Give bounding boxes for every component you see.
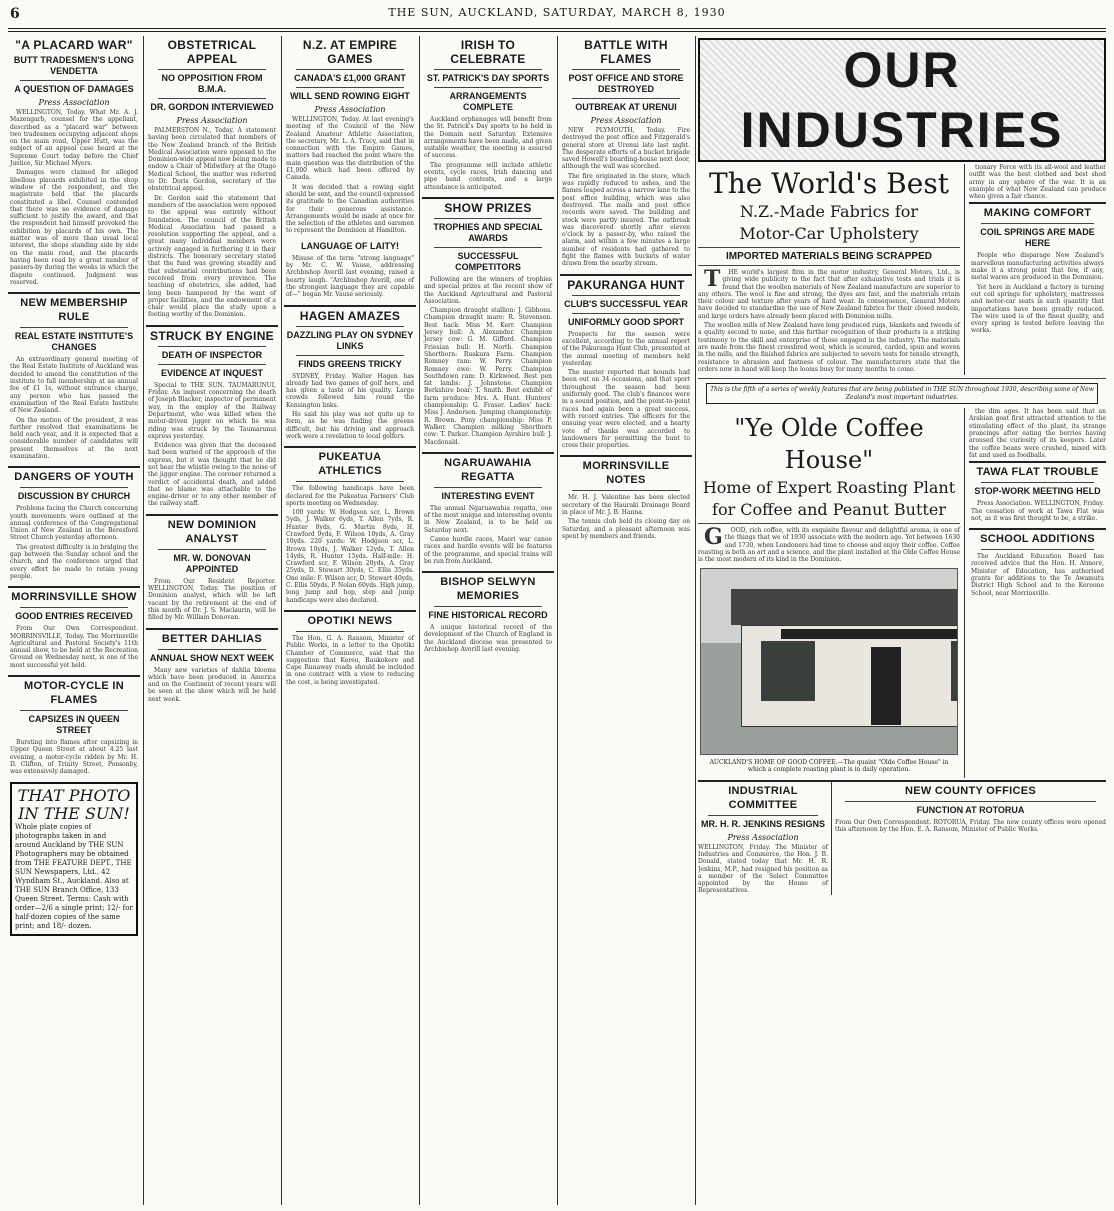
- subhead: FINDS GREENS TRICKY: [298, 358, 402, 369]
- column-5: [560, 36, 692, 1205]
- subhead: WILL SEND ROWING EIGHT: [290, 91, 410, 101]
- subhead: DEATH OF INSPECTOR: [161, 349, 263, 360]
- subhead: CANADA'S £1,000 GRANT: [294, 73, 406, 83]
- headline: NEW COUNTY OFFICES: [904, 784, 1037, 797]
- subhead: ANNUAL SHOW NEXT WEEK: [149, 652, 275, 663]
- feature-kicker: IMPORTED MATERIALS BEING SCRAPPED: [726, 251, 932, 262]
- subhead: FINE HISTORICAL RECORD: [428, 610, 548, 621]
- headline: DANGERS OF YOUTH: [14, 471, 134, 484]
- subhead: A QUESTION OF DAMAGES: [14, 84, 134, 94]
- headline: OPOTIKI NEWS: [307, 614, 393, 627]
- article-dangers-youth: [10, 470, 138, 580]
- article-obstetrical-appeal: [148, 38, 276, 319]
- headline: SHOW PRIZES: [444, 200, 532, 215]
- article-body: The annual Ngaruawahia regatta, one of the most unique and interesting events in New Zealand, is to be held on Saturday next. Canoe hurdle races, Maori war canoe races and hurdle events will be features of the programme, and special trains will be run from Auckland.: [424, 504, 552, 565]
- coffee-subhead: Home of Expert Roasting Plant: [702, 478, 956, 498]
- article-membership-rule: [10, 296, 138, 460]
- article-body: Auckland orphanages will benefit from the St. Patrick's Day sports to be held in the Domain next Saturday. Extensive arrangements have been made, and given suitable weather, the meeting is assured of success. The programme will include athletic events, cycle races, Irish dancing and pipe band contests, and a large attendance is anticipated.: [424, 116, 552, 191]
- page-number: 6: [10, 6, 20, 22]
- article-body: Misuse of the term "strong language" by Mr. C. W. Vause, addressing Archbishop Averill last evening, raised a hearty laugh. "Archbishop Averill, one of the strongest language they are capable of—" began Mr. Vause seriously.: [286, 254, 414, 299]
- subhead: BUTT TRADESMEN'S LONG VENDETTA: [13, 55, 135, 76]
- subhead: LANGUAGE OF LAITY!: [301, 240, 399, 251]
- article-body: Mr. H. J. Valentine has been elected secretary of the Hauraki Drainage Board in place of Mr. J. B. Hanna. The tennis club held its closing day on Saturday, and a pleasant afternoon was spent by members and friends.: [562, 494, 690, 540]
- headline: IRISH TO CELEBRATE: [450, 38, 526, 66]
- headline: MORRINSVILLE NOTES: [582, 460, 670, 487]
- article-body: A unique historical record of the development of the Church of England in the Auckland diocese was presented to Archbishop Averill last evening.: [424, 624, 552, 654]
- headline: MOTOR-CYCLE IN FLAMES: [24, 680, 124, 707]
- article-empire-games: [286, 38, 414, 235]
- article-body: Bursting into flames after capsizing in Upper Queen Street at about 4.25 last evening, a motor-cycle ridden by Mr. H. D. Clifton, of Trinity Street, Ponsonby, was extensively damaged.: [10, 739, 138, 776]
- article-struck-by-engine: [148, 329, 276, 508]
- article-body: Prospects for the season were excellent, according to the annual report of the Pakuranga Hunt Club, presented at the annual meeting of members held yesterday. The master reported that hounds had been out on 34 occasions, and that sport throughout the season had been uniformly good. The club's finances were in a sound position, and the point-to-point races had again been a great success, with record entries. The officers for the ensuing year were elected, and a hearty vote of thanks was accorded to landowners for permitting the hunt to cross their properties.: [562, 330, 690, 450]
- coffee-subhead-2: for Coffee and Peanut Butter: [712, 500, 946, 520]
- coffee-body: G OOD, rich coffee, with its exquisite flavour and delightful aroma, is one of the things that we of 1930 associate with the modern age. Yet between 1630 and 1730, when Londoners had time to choose and enjoy their coffee. Coffee roasting is both an art and a science, and the plant installed at the Olde Coffee House is the most modern of its kind in the Dominion.: [698, 524, 960, 564]
- headline: BATTLE WITH FLAMES: [584, 38, 668, 66]
- article-body: From Our Own Correspondent. MORRINSVILLE, Today. The Morrinsville Agricultural and Pastoral Society's 11th annual show, to be held at the Recreation Ground on Wednesday next, is one of the most successful yet held.: [10, 625, 138, 669]
- subhead: CLUB'S SUCCESSFUL YEAR: [564, 298, 688, 309]
- article-pukeatua: [286, 450, 414, 604]
- headline: TAWA FLAT TROUBLE: [976, 466, 1099, 479]
- headline: STRUCK BY ENGINE: [150, 328, 274, 343]
- article-better-dahlias: [148, 632, 276, 703]
- byline: Press Association: [38, 98, 110, 107]
- article-body: Press Association. WELLINGTON, Friday. The cessation of work at Tawa Flat was not, as it was first thought to be, a strike.: [971, 500, 1104, 522]
- photo-caption: AUCKLAND'S HOME OF GOOD COFFEE.—The quaint "Olde Coffee House" in which a complete roasting plant is in daily operation.: [709, 758, 949, 774]
- ad-title: THAT PHOTO IN THE SUN!: [17, 785, 131, 823]
- column-3: [284, 36, 416, 1205]
- newspaper-title: THE SUN, AUCKLAND, SATURDAY, MARCH 8, 1930: [388, 6, 726, 19]
- article-body: NEW PLYMOUTH, Today. Fire destroyed the post office and Fitzgerald's general store at Urenui late last night. The desperate efforts of a bucket brigade saved Howell's boarding-house next door, although the wall was scorched. The fire originated in the store, which was rapidly reduced to ashes, and the flames leaped across a narrow lane to the post office building, which was also destroyed. The mails and post office records were saved. The building and stock were partly insured. The outbreak was discovered shortly after eleven o'clock by a passer-by, who raised the alarm, and within a few minutes a large number of residents had gathered to fight the flames with buckets of water drawn from the nearby stream.: [562, 127, 690, 268]
- headline: PAKURANGA HUNT: [567, 277, 685, 292]
- subhead: DAZZLING PLAY ON SYDNEY LINKS: [286, 329, 414, 351]
- column-4: [422, 36, 554, 1205]
- subhead: UNIFORMLY GOOD SPORT: [567, 316, 684, 327]
- article-tawa-flat: [971, 465, 1104, 522]
- article-morrinsville-show: [10, 590, 138, 669]
- headline: NEW MEMBERSHIP RULE: [20, 297, 128, 324]
- byline: Press Association: [314, 105, 386, 114]
- ad-body: Whole plate copies of photographs taken in and around Auckland by THE SUN Photographers may be obtained from THE FEATURE DEPT., THE SUN Newspapers, Ltd., 42 Wyndham St., Auckland. Also at THE SUN Branch Office, 133 Queen Street. Terms: Cash with order—2/6 a single print; 12/- for half-dozen copies of the same print; and 18/- dozen.: [15, 822, 133, 930]
- byline: Press Association: [727, 832, 799, 842]
- headline: PUKEATUA ATHLETICS: [318, 451, 382, 478]
- article-body: The Auckland Education Board has received advice that the Hon. H. Atmore, Minister of Education, has authorised grants for additions to the Te Awamutu District High School and to the Kereone School, near Morrinsville.: [971, 553, 1104, 597]
- column-1: [8, 36, 140, 1205]
- subhead: CAPSIZES IN QUEEN STREET: [28, 714, 120, 736]
- article-body: WELLINGTON, Friday. The Minister of Industries and Commerce, the Hon. J. B. Donald, stated today that Mr. H. R. Jenkins, M.P., had resigned his position as a member of the Select Committee appointed by the House of Representatives.: [698, 843, 828, 895]
- coffee-body-right: the dim ages. It has been said that an Arabian goat first attracted attention to the stimulating effect of the plant, its strange prancings after eating the berries having aroused the curiosity of its keepers. Later the coffee beans were crushed, mixed with fat and used as foodballs.: [969, 408, 1106, 459]
- headline: N.Z. AT EMPIRE GAMES: [302, 38, 398, 66]
- subhead: GOOD ENTRIES RECEIVED: [15, 611, 133, 622]
- article-bishop-selwyn: [424, 575, 552, 653]
- byline: Press Association: [176, 116, 248, 125]
- subhead: FUNCTION AT ROTORUA: [916, 804, 1025, 815]
- headline: "A PLACARD WAR": [15, 38, 133, 52]
- article-body: PALMERSTON N., Today. A statement having been circulated that members of the New Zealand branch of the British Medical Association were opposed to the Dominion-wide appeal now being made to endow a Chair of Midwifery at the Otago Medical School, the matter was referred to Dr. Doris Gordon, secretary of the obstetrical appeal. Dr. Gordon said the statement that members of the association were opposed to the appeal was entirely without foundation. The council of the British Medical Association had passed a resolution supporting the appeal, and a great many individual members were actively engaged in furthering it in their districts. The honorary secretary stated that the fund was growing steadily and that substantial contributions had been received from every province. The teaching of obstetrics, she added, had long been hampered by the want of proper facilities, and the endowment of a chair would place the study upon a footing worthy of the Dominion.: [148, 127, 276, 319]
- article-irish-celebrate: [424, 38, 552, 191]
- byline: Press Association: [590, 116, 662, 125]
- article-opotiki: [286, 614, 414, 686]
- subhead: EVIDENCE AT INQUEST: [160, 367, 263, 378]
- subhead: TROPHIES AND SPECIAL AWARDS: [433, 221, 543, 243]
- headline: BISHOP SELWYN MEMORIES: [440, 576, 536, 603]
- article-making-comfort: [971, 206, 1104, 334]
- feature-headline: The World's Best: [709, 167, 949, 200]
- article-dominion-analyst: [148, 518, 276, 622]
- subhead: MR. W. DONOVAN APPOINTED: [173, 552, 251, 574]
- headline: BETTER DAHLIAS: [161, 632, 263, 645]
- headline: NEW DOMINION ANALYST: [167, 518, 257, 545]
- article-language-laity: [286, 241, 414, 299]
- article-ngaruawahia: [424, 456, 552, 565]
- article-body: Special to THE SUN. TAUMARUNUI, Friday. An inquest concerning the death of Joseph Blacker, inspector of permanent way, in the employ of the Railway Department, who was killed when the motor-driven jigger on which he was riding was struck by the Taumarunui express yesterday. Evidence was given that the deceased had been warned of the approach of the express, but it was thought that he did not hear the whistle owing to the noise of the jigger engine. The coroner returned a verdict of accidental death, and added that no blame was attachable to the engine-driver or to any other member of the railway staff.: [148, 381, 276, 508]
- article-body: People who disparage New Zealand's marvellous manufacturing activities always make it a strong point that few, if any, metal wares are produced in the Dominion. Yet here in Auckland a factory is turning out coil springs for upholstery, mattresses and motor-car seats in such quantity that importations have been greatly reduced. The wire used is of the finest quality, and every spring is tested before leaving the works.: [971, 252, 1104, 335]
- coffee-house-photo: [700, 568, 958, 755]
- headline: MORRINSVILLE SHOW: [11, 591, 137, 604]
- headline: INDUSTRIAL COMMITTEE: [728, 784, 798, 811]
- article-body: WELLINGTON, Today. At last evening's meeting of the Council of the New Zealand Amateur Athletic Association, the secretary, Mr. L. A. Tracy, said that in connection with the Empire Games, matters had reached the point where the main question was the distribution of the £1,000 which had been offered by Canada. It was decided that a rowing eight should be sent, and the council expressed its gratitude to the Canadian authorities for their generous assistance. Arrangements would be made at once for the selection of the athletes and oarsmen to represent the Dominion at Hamilton.: [286, 116, 414, 235]
- section-banner: OUR INDUSTRIES: [698, 38, 1106, 162]
- subhead: STOP-WORK MEETING HELD: [974, 486, 1101, 497]
- article-body: Many new varieties of dahlia blooms which have been produced in America and on the Continent of recent years will be seen at the show which will be held next week.: [148, 666, 276, 703]
- subhead: ST. PATRICK'S DAY SPORTS: [426, 73, 550, 83]
- article-morrinsville-notes: [562, 459, 690, 540]
- series-note: This is the fifth of a series of weekly features that are being published in THE SUN throughout 1930, describing some of New Zealand's most important industries.: [706, 383, 1098, 404]
- subhead: DISCUSSION BY CHURCH: [17, 491, 131, 502]
- article-body: SYDNEY, Friday. Walter Hagen has already had two games of golf here, and has given a taste of his quality. Large crowds followed him round the Kensington links. He said his play was not quite up to form, as he was finding the greens difficult, but his driving and approach work were a revelation to local golfers.: [286, 372, 414, 440]
- article-body: The Hon. G. A. Ransom, Minister of Public Works, in a letter to the Opotiki Chamber of Commerce, said that the suggestion that Kereu, Raukokore and Cape Runaway roads should be included in one contract with a view to reducing the cost, is being investigated.: [286, 634, 414, 686]
- article-pakuranga-hunt: [562, 278, 690, 450]
- masthead-rule-2: [8, 31, 1106, 32]
- subhead: POST OFFICE AND STORE DESTROYED: [568, 73, 684, 94]
- headline: MAKING COMFORT: [983, 207, 1092, 220]
- subhead: SUCCESSFUL COMPETITORS: [455, 250, 521, 272]
- subhead: DR. GORDON INTERVIEWED: [150, 102, 274, 112]
- article-industrial-committee: [698, 782, 832, 895]
- article-battle-flames: [562, 38, 690, 268]
- subhead: REAL ESTATE INSTITUTE'S CHANGES: [14, 331, 134, 353]
- masthead-rule: [8, 28, 1106, 29]
- subhead: NO OPPOSITION FROM B.M.A.: [161, 73, 263, 94]
- headline: OBSTETRICAL APPEAL: [167, 38, 257, 66]
- industries-section: [698, 36, 1106, 1205]
- subhead: INTERESTING EVENT: [441, 490, 535, 501]
- article-body: The following handicaps have been declared for the Pukeatua Farmers' Club sports meeting on Wednesday. 100 yards: W. Hodgson scr, L. Brown 5yds, J. Walker 6yds, T. Allen 7yds, R. Hunter 8yds, G. Martin 8yds, H. Crawford 9yds, F. Wilson 10yds, A. Gray 10yds. 220 yards: W. Hodgson scr, L. Brown 10yds, J. Walker 12yds, T. Allen 14yds, R. Hunter 15yds. Half-mile: H. Crawford scr, F. Wilson 20yds, A. Gray 25yds, D. Stewart 30yds, C. Ellis 35yds. One mile: F. Wilson scr, D. Stewart 40yds, C. Ellis 50yds, P. Nolan 60yds. High jump, long jump and hop, step and jump handicaps were also declared.: [286, 485, 414, 604]
- article-body: From Our Resident Reporter. WELLINGTON, Today. The position of Dominion analyst, which will be left vacant by the retirement at the end of this month of Dr. J. S. Maclaurin, will be filled by Mr. William Donovan.: [148, 577, 276, 622]
- article-placard-war: [10, 38, 138, 286]
- article-body: Problems facing the Church concerning youth movements were outlined at the annual conference of the Congregational Union of New Zealand in the Beresford Street Church yesterday afternoon. The greatest difficulty is in bridging the gap between the Sunday school and the church, and the conference urged that every effort be made to retain young people.: [10, 505, 138, 580]
- article-county-offices: [832, 782, 1106, 895]
- subhead: OUTBREAK AT URENUI: [575, 102, 677, 112]
- article-body: WELLINGTON, Today. What Mr. A. J. Mazengarb, counsel for the appellant, described as a "placard war" between two tradesmen occupying adjacent shops on the main road, Upper Hutt, was the subject of an appeal case heard at the Supreme Court today before the Chief Justice, Sir Michael Myers. Damages were claimed for alleged libellous placards exhibited in the shop window of the respondent, and the magistrate held that the placards constituted a libel. Counsel contended that there was no evidence of damage sufficient to justify the award, and that the respondent had himself provoked the exhibition by placards of his own. The matter was of more than usual local interest, the shops standing side by side on the main road, and the placards having been read by a great number of passers-by during the weeks in which the dispute continued. Judgment was reserved.: [10, 109, 138, 286]
- photo-advertisement: [10, 782, 138, 936]
- article-motor-cycle: [10, 679, 138, 775]
- subhead: MR. H. R. JENKINS RESIGNS: [700, 818, 826, 829]
- article-body: An extraordinary general meeting of the Real Estate Institute of Auckland was decided to amend the constitution of the institute to fall membership at an annual fee of £1 1s, without entrance charge, any person who has passed the examination of the Real Estate Institute of New Zealand. On the motion of the president, it was further resolved that examinations be held each year, and it is expected that a considerable number of candidates will present themselves at the next examination.: [10, 356, 138, 460]
- headline: HAGEN AMAZES: [299, 308, 401, 323]
- column-2: [146, 36, 278, 1205]
- subhead: COIL SPRINGS ARE MADE HERE: [980, 227, 1095, 249]
- feature-subhead: N.Z.-Made Fabrics for: [739, 202, 919, 221]
- article-school-additions: [971, 532, 1104, 597]
- article-body: From Our Own Correspondent. ROTORUA, Friday. The new county offices were opened this afternoon by the Hon. E. A. Ransom, Minister of Public Works.: [835, 818, 1106, 833]
- feature-body-right: tionary Force with its all-wool and leather outfit was the best clothed and best shod army in any sphere of the war. It is an example of what New Zealand can produce when given a fair chance.: [969, 164, 1106, 201]
- subhead: ARRANGEMENTS COMPLETE: [449, 91, 527, 112]
- article-show-prizes: [424, 201, 552, 446]
- article-body: Following are the winners of trophies and special prizes at the recent show of the Auckland Agricultural and Pastoral Association. Champion draught stallion: J. Gibbons. Champion draught mare: R. Stevenson. Best hack: Miss M. Kerr. Champion Jersey bull: A. Alexander. Champion Jersey cow: G. M. Gifford. Champion Friesian bull: H. North. Champion Shorthorn: Ruakura Farm. Champion Romney ram: W. Perry. Champion Romney ewe: W. Perry. Champion Southdown ram: D. Kirkwood. Best pen fat lambs: J. Johnstone. Champion Berkshire boar: T. Smith. Best exhibit of farm produce: Mrs. A. Hunt. Hunters' championship: G. Fraser. Ladies' hack: Miss J. Anderson. Jumping championship: R. Brown. Pony championship: Miss P. Walker. Champion milking Shorthorn cow: T. Parker. Champion Ayrshire bull: J. Macdonald.: [424, 275, 552, 446]
- headline: NGARUAWAHIA REGATTA: [444, 456, 532, 483]
- headline: SCHOOL ADDITIONS: [980, 533, 1095, 546]
- feature-subhead-2: Motor-Car Upholstery: [739, 224, 919, 243]
- feature-body: T HE world's largest firm in the motor industry, General Motors, Ltd., is giving wide publicity to the fact that after exhaustive tests and trials it is found that the woollen materials of New Zealand manufacture are superior to any others. The wool is fine and strong, the dyes are fast, and the materials retain their colour and texture after years of hard wear. In consequence, General Motors have decided to standardise the use of New Zealand fabrics for their closed models, and large orders have already been placed with Dominion mills. The woollen mills of New Zealand have long produced rugs, blankets and tweeds of a quality second to none, and this further recognition of their products is a striking testimony to the skill and enterprise of those engaged in the industry. The materials are made from the finest crossbred wool, which is scoured, carded, spun and woven in the mills, and the finished fabrics are subjected to severe tests for tensile strength, resistance to abrasion and fastness of colour. The manufacturers state that the orders now in hand will keep the looms busy for many months to come.: [698, 266, 961, 373]
- coffee-headline: "Ye Olde Coffee House": [734, 414, 924, 475]
- article-hagen-amazes: [286, 309, 414, 441]
